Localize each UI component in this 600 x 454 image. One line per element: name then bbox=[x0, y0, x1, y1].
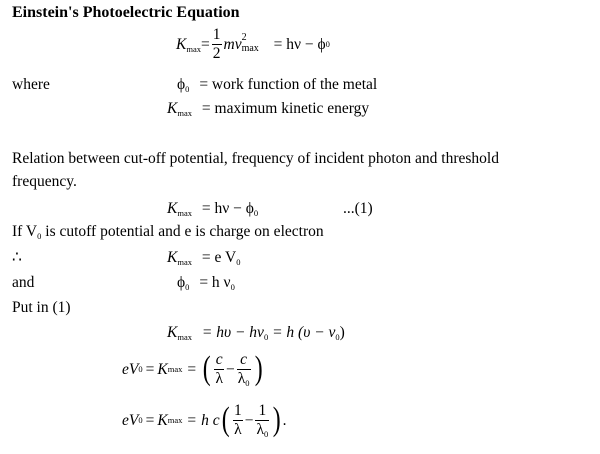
term-hv-minus-phi: = hν − ϕ bbox=[273, 35, 326, 53]
equation-substituted: $K_{max} = h\upsilon - h\nu_0 = h$ $(\upsilon - \nu_0)$ bbox=[167, 324, 345, 342]
exponent-two: 2 bbox=[241, 32, 247, 44]
relation-line-1: Relation between cut-off potential, frequency of incident photon and threshold bbox=[12, 150, 499, 167]
equation-kmax-ev0: $K_{max} = e$ $V_0$ bbox=[167, 249, 241, 267]
equation-ev0-hc: eV 0 = K max = h c ( $\frac{1}{\lambda}$ − $\frac{1}{\lambda_0}$ ) . bbox=[122, 401, 287, 439]
equation-one: $K_{max} = h\nu - \phi_0$ bbox=[167, 200, 259, 218]
left-paren: ( bbox=[202, 350, 211, 388]
and-label: and bbox=[12, 274, 35, 291]
section-title: Einstein's Photoelectric Equation bbox=[12, 4, 240, 21]
equation-kmax-definition: $K_{max}$ = $\frac{1}{2}$ mv 2 max = hν − ϕ 0 bbox=[176, 26, 330, 62]
definition-phi-text: = work function of the metal bbox=[199, 76, 378, 93]
subscript-max: max bbox=[241, 43, 259, 55]
term-mv: mv bbox=[223, 35, 242, 53]
equation-phi-hv0: $\phi_0 = h$ $\nu_0$ bbox=[177, 274, 235, 292]
relation-line-2: frequency. bbox=[12, 173, 77, 190]
fraction-one-lambda: $\frac{1}{\lambda}$ bbox=[233, 402, 242, 438]
where-label: where bbox=[12, 76, 50, 93]
definition-kmax: $K_{max}$ = maximum kinetic energy bbox=[167, 100, 370, 118]
right-paren: ) bbox=[254, 350, 263, 388]
fraction-numerator: 1 bbox=[212, 26, 221, 43]
fraction-one-lambda0: $\frac{1}{\lambda_0}$ bbox=[256, 402, 269, 439]
left-paren: ( bbox=[221, 401, 230, 439]
symbol-phi: ϕ bbox=[177, 76, 186, 93]
fraction-c-lambda: $\frac{c}{\lambda}$ bbox=[215, 351, 223, 387]
right-paren: ) bbox=[272, 401, 281, 439]
equation-one-ref: ...(1) bbox=[343, 200, 373, 217]
fraction-half bbox=[212, 26, 222, 63]
equals-sign: = bbox=[201, 35, 210, 53]
equation-one-rhs: = hν − ϕ bbox=[201, 200, 254, 217]
definition-phi: $\phi_0$ = work function of the metal bbox=[177, 76, 378, 94]
fraction-c-lambda0: $\frac{c}{\lambda_0}$ bbox=[237, 351, 250, 388]
symbol-k: K bbox=[176, 35, 187, 53]
subscript-max: max bbox=[186, 43, 202, 54]
put-in-label: Put in (1) bbox=[12, 299, 71, 316]
fraction-denominator: 2 bbox=[212, 44, 221, 62]
definition-kmax-text: = maximum kinetic energy bbox=[201, 100, 370, 117]
therefore-symbol: ∴ bbox=[12, 249, 22, 266]
if-statement: If $V_0$ is cutoff potential and e is charge on electron bbox=[12, 223, 324, 241]
equation-ev0-c-over-lambda: eV 0 = K max = ( $\frac{c}{\lambda}$ − $\frac{c}{\lambda_0}$ ) bbox=[122, 350, 263, 388]
